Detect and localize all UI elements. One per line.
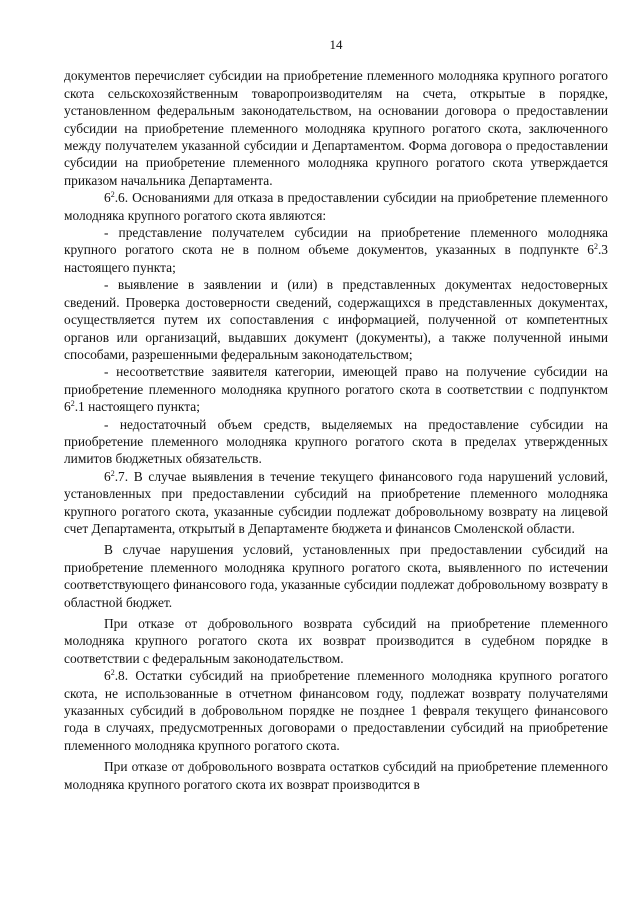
text-run: .8. Остатки субсидий на приобретение племенного молодняка крупного рогатого скота, не использованные в отчетном финансовом году, подлежат возврату получателями указанных субсидий в добровольном порядке не позднее 1 февраля текущего финансового года в случаях, предусмотренных договорами о предоставлении субсидий на приобретение племенного молодняка крупного рогатого скота.	[64, 668, 608, 753]
text-run: - выявление в заявлении и (или) в представленных документах недостоверных сведений. Проверка достоверности сведений, содержащихся в представленных документах, осуществляется путем их сопоставления с информацией, полученной от компетентных органов или организаций, выдавших документ (документы), а также полученной иными способами, разрешенными федеральным законодательством;	[64, 277, 608, 362]
superscript: 2	[70, 399, 75, 409]
text-run: .3 настоящего пункта;	[64, 242, 608, 275]
paragraph	[64, 416, 608, 468]
paragraph	[64, 615, 608, 667]
superscript: 2	[110, 668, 115, 678]
text-run: документов перечисляет субсидии на приобретение племенного молодняка крупного рогатого скота сельскохозяйственным товаропроизводителям на счета, открытые в порядке, установленном федеральным законодательством, на основании договора о предоставлении субсидии на приобретение племенного молодняка крупного рогатого скота, заключенного между получателем указанной субсидии и Департаментом. Форма договора о предоставлении субсидии на приобретение племенного молодняка крупного рогатого скота утверждается приказом начальника Департамента.	[64, 68, 608, 188]
text-run: 6	[104, 668, 111, 684]
text-run: .6. Основаниями для отказа в предоставлении субсидии на приобретение племенного молодняка крупного рогатого скота являются:	[64, 190, 608, 223]
text-run: - недостаточный объем средств, выделяемых на предоставление субсидии на приобретение племенного молодняка крупного рогатого скота в пределах утвержденных лимитов бюджетных обязательств.	[64, 416, 608, 467]
paragraph	[64, 363, 608, 415]
document-body	[64, 67, 608, 793]
paragraph	[64, 758, 608, 793]
superscript: 2	[110, 468, 115, 478]
paragraph	[64, 667, 608, 754]
text-run: 6	[104, 468, 111, 484]
paragraph	[64, 67, 608, 189]
superscript: 2	[110, 190, 115, 200]
text-run: - несоответствие заявителя категории, имеющей право на получение субсидии на приобретение племенного молодняка крупного рогатого скота в соответствии с подпунктом 6	[64, 364, 608, 415]
paragraph	[64, 224, 608, 276]
text-run: В случае нарушения условий, установленных при предоставлении субсидий на приобретение племенного молодняка крупного рогатого скота, выявленного по истечении соответствующего финансового года, указанные субсидии подлежат добровольному возврату в областной бюджет.	[64, 542, 608, 610]
paragraph	[64, 541, 608, 611]
text-run: При отказе от добровольного возврата субсидий на приобретение племенного молодняка крупного рогатого скота их возврат производится в судебном порядке в соответствии с федеральным законодательством.	[64, 616, 608, 666]
page-number: 14	[329, 37, 343, 52]
paragraph	[64, 468, 608, 538]
text-run: - представление получателем субсидии на приобретение племенного молодняка крупного рогатого скота не в полном объеме документов, указанных в подпункте 6	[64, 225, 608, 258]
paragraph	[64, 189, 608, 224]
text-run: .1 настоящего пункта;	[74, 399, 200, 415]
text-run: .7. В случае выявления в течение текущего финансового года нарушений условий, установленных при предоставлении субсидий на приобретение племенного молодняка крупного рогатого скота, указанные субсидии подлежат добровольному возврату на лицевой счет Департамента, открытый в Департаменте бюджета и финансов Смоленской области.	[64, 468, 608, 536]
document-page	[64, 36, 608, 793]
text-run: 6	[104, 190, 111, 206]
text-run: При отказе от добровольного возврата остатков субсидий на приобретение племенного молодняка крупного рогатого скота их возврат производится в	[64, 759, 608, 792]
paragraph	[64, 276, 608, 363]
superscript: 2	[593, 242, 598, 252]
